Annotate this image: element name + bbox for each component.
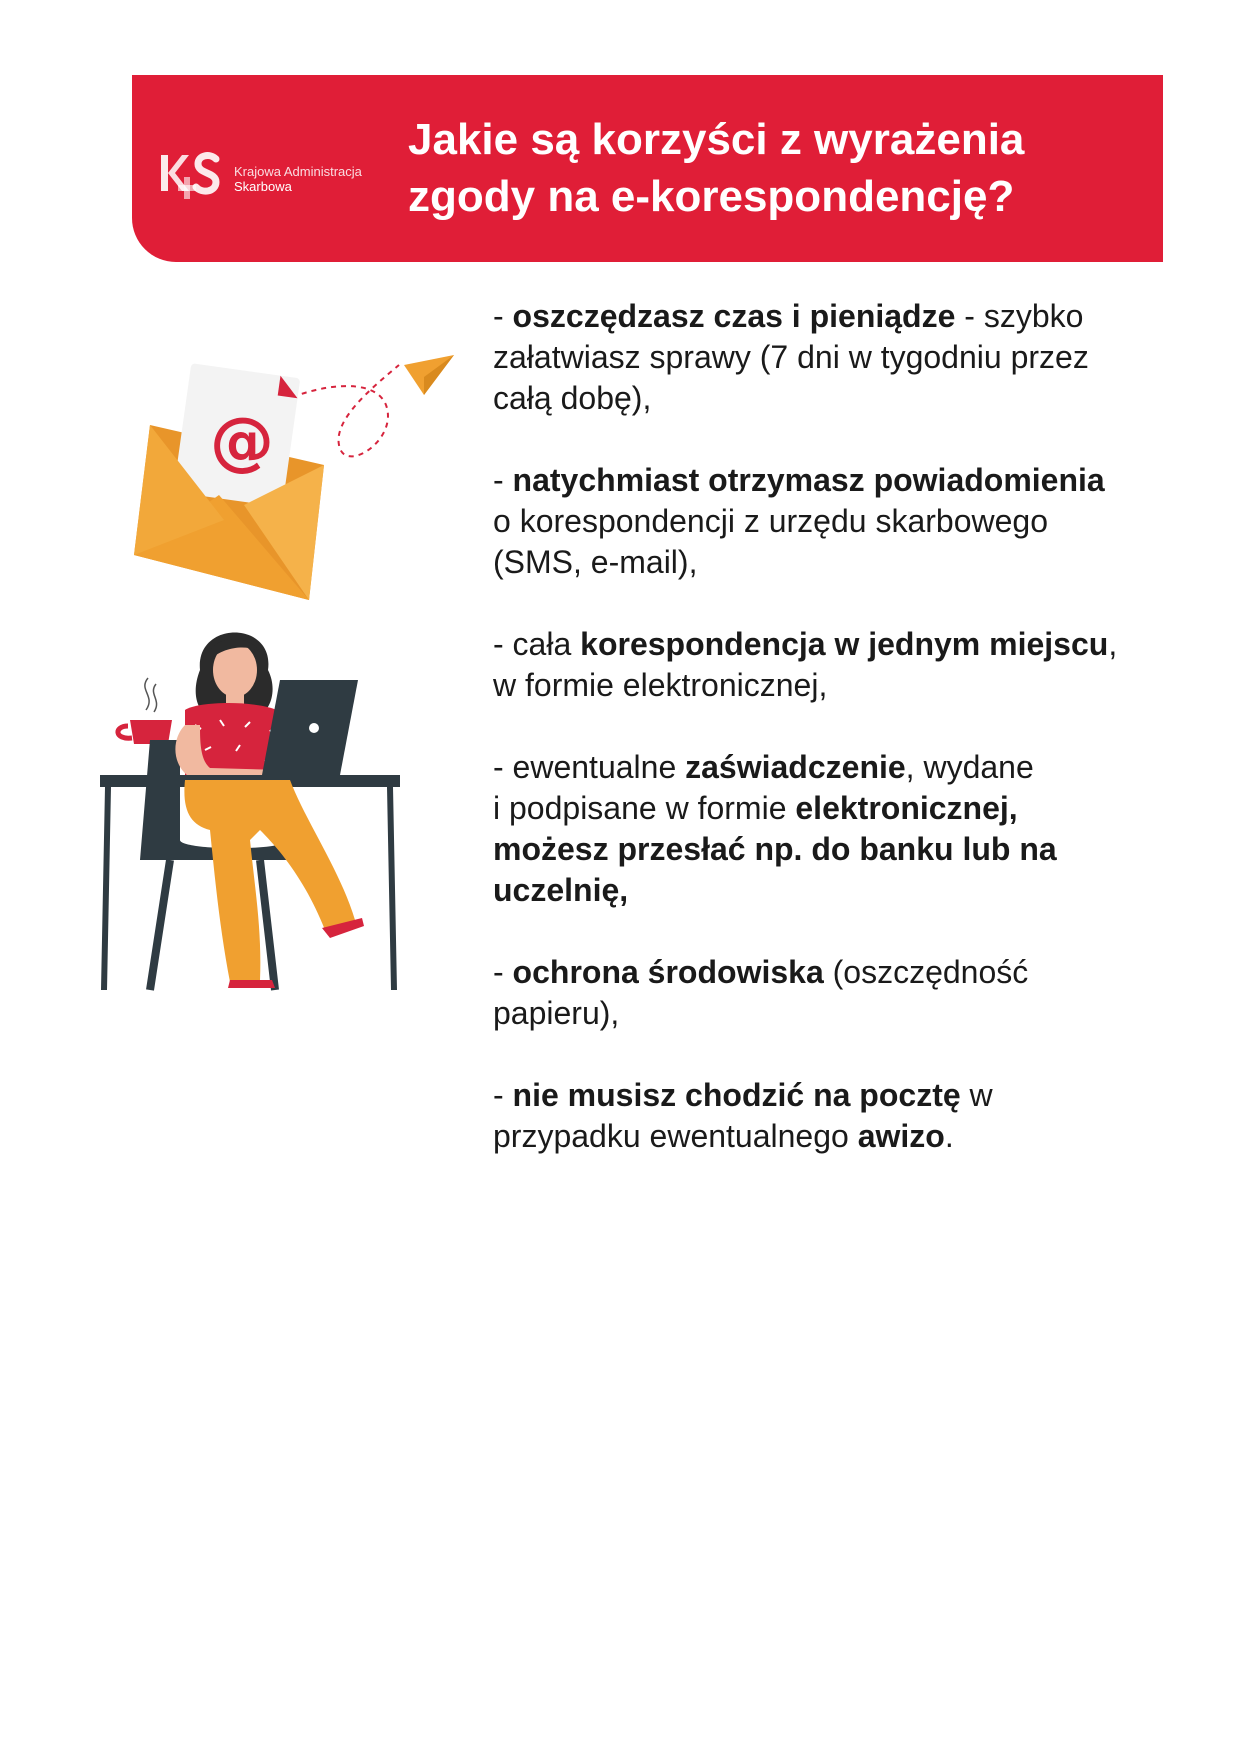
benefit-text: w [960,1077,993,1113]
benefit-text: - ewentualne [493,749,686,785]
benefit-text: , wydane [905,749,1034,785]
benefit-highlight: korespondencja w jednym miejscu [580,626,1109,662]
benefit-text: i podpisane w formie [493,790,796,826]
paper-plane-icon [404,355,454,395]
benefit-item [493,460,1173,583]
woman-at-laptop-illustration [100,630,460,1070]
benefit-highlight: elektronicznej, [795,790,1018,826]
benefit-text: papieru), [493,995,620,1031]
benefit-highlight: zaświadczenie [685,749,906,785]
header-banner [132,75,1163,262]
envelope-illustration [124,345,464,605]
benefit-highlight: ochrona środowiska [512,954,824,990]
benefit-text: w formie elektronicznej, [493,667,828,703]
benefit-item [493,1075,1173,1157]
benefit-item [493,296,1173,419]
benefit-item [493,952,1173,1034]
envelope-icon [134,363,324,600]
at-sign-icon: @ [210,405,274,479]
page-title [408,111,1108,225]
page-title-line2: zgody na e-korespondencję? [408,172,1015,221]
benefit-item [493,624,1173,706]
benefit-text: , [1108,626,1118,662]
benefit-text: . [944,1118,954,1154]
benefit-highlight: natychmiast otrzymasz powiadomienia [512,462,1105,498]
page-title-line1: Jakie są korzyści z wyrażenia [408,115,1025,164]
benefit-text: całą dobę), [493,380,652,416]
benefit-text: przypadku ewentualnego [493,1118,858,1154]
benefits-list [493,296,1173,1198]
benefit-text: - [493,462,513,498]
benefit-text: o korespondencji z urzędu skarbowego [493,503,1048,539]
benefit-text: (oszczędność [823,954,1029,990]
benefit-highlight: uczelnię, [493,872,629,908]
benefit-item [493,747,1173,911]
benefit-highlight: awizo [857,1118,945,1154]
benefit-text: - [493,1077,513,1113]
logo-text-line2: Skarbowa [234,179,292,194]
logo-text-line1: Krajowa Administracja [234,164,362,179]
benefit-text: załatwiasz sprawy (7 dni w tygodniu przez [493,339,1089,375]
benefit-text: - [493,954,513,990]
kas-logo-icon [158,147,224,203]
benefit-highlight: nie musisz chodzić na pocztę [512,1077,961,1113]
kas-logo [158,147,398,207]
benefit-text: (SMS, e-mail), [493,544,698,580]
benefit-text: - cała [493,626,581,662]
benefit-text: - [493,298,513,334]
benefit-highlight: możesz przesłać np. do banku lub na [493,831,1057,867]
benefit-highlight: oszczędzasz czas i pieniądze [512,298,956,334]
benefit-text: - szybko [955,298,1084,334]
